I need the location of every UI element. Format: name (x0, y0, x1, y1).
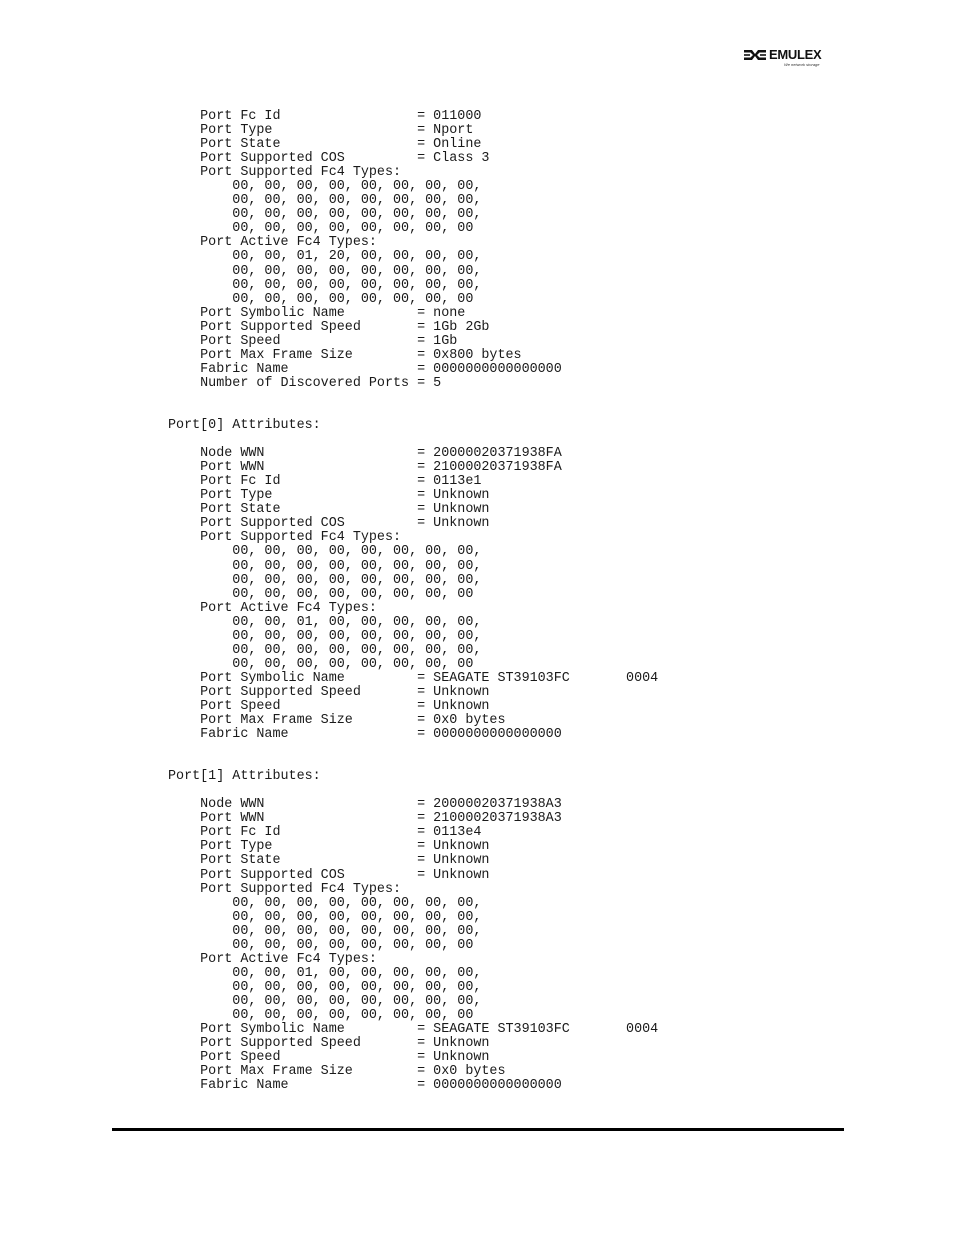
emulex-logo-icon (744, 48, 766, 62)
footer-rule (112, 1128, 844, 1131)
attributes-listing: Port Fc Id = 011000 Port Type = Nport Port State = Online Port Supported COS = Class 3 Port Supported Fc4 Types: 00, 00, 00, 00, 00, 00, 00, 00, 00, 00, 00, 00, 00, 00, 00, 00, 00, 00, 00, 00, 00, 00, 00, 00, 00, 00, 00, 00, 00, 00, 00, 00 Port Active Fc4 Types: 00, 00, 01, 20, 00, 00, 00, 00, 00, 00, 00, 00, 00, 00, 00, 00, 00, 00, 00, 00, 00, 00, 00, 00, 00, 00, 00, 00, 00, 00, 00, 00 Port Symbolic Name = none Port Supported Speed = 1Gb 2Gb Port Speed = 1Gb Port Max Frame Size = 0x800 bytes Fabric Name = 0000000000000000 Number of Discovered Ports = 5 Port[0] Attributes: Node WWN = 20000020371938FA Port WWN = 21000020371938FA Port Fc Id = 0113e1 Port Type = Unknown Port State = Unknown Port Supported COS = Unknown Port Supported Fc4 Types: 00, 00, 00, 00, 00, 00, 00, 00, 00, 00, 00, 00, 00, 00, 00, 00, 00, 00, 00, 00, 00, 00, 00, 00, 00, 00, 00, 00, 00, 00, 00, 00 Port Active Fc4 Types: 00, 00, 01, 00, 00, 00, 00, 00, 00, 00, 00, 00, 00, 00, 00, 00, 00, 00, 00, 00, 00, 00, 00, 00, 00, 00, 00, 00, 00, 00, 00, 00 Port Symbolic Name = SEAGATE ST39103FC 0004 Port Supported Speed = Unknown Port Speed = Unknown Port Max Frame Size = 0x0 bytes Fabric Name = 0000000000000000 Port[1] Attributes: Node WWN = 20000020371938A3 Port WWN = 21000020371938A3 Port Fc Id = 0113e4 Port Type = Unknown Port State = Unknown Port Supported COS = Unknown Port Supported Fc4 Types: 00, 00, 00, 00, 00, 00, 00, 00, 00, 00, 00, 00, 00, 00, 00, 00, 00, 00, 00, 00, 00, 00, 00, 00, 00, 00, 00, 00, 00, 00, 00, 00 Port Active Fc4 Types: 00, 00, 01, 00, 00, 00, 00, 00, 00, 00, 00, 00, 00, 00, 00, 00, 00, 00, 00, 00, 00, 00, 00, 00, 00, 00, 00, 00, 00, 00, 00, 00 Port Symbolic Name = SEAGATE ST39103FC 0004 Port Supported Speed = Unknown Port Speed = Unknown Port Max Frame Size = 0x0 bytes Fabric Name = 0000000000000000 (168, 109, 659, 1094)
emulex-logo (744, 47, 840, 67)
logo-wordmark: EMULEX (769, 47, 822, 62)
logo-tagline: We network storage (784, 62, 820, 67)
